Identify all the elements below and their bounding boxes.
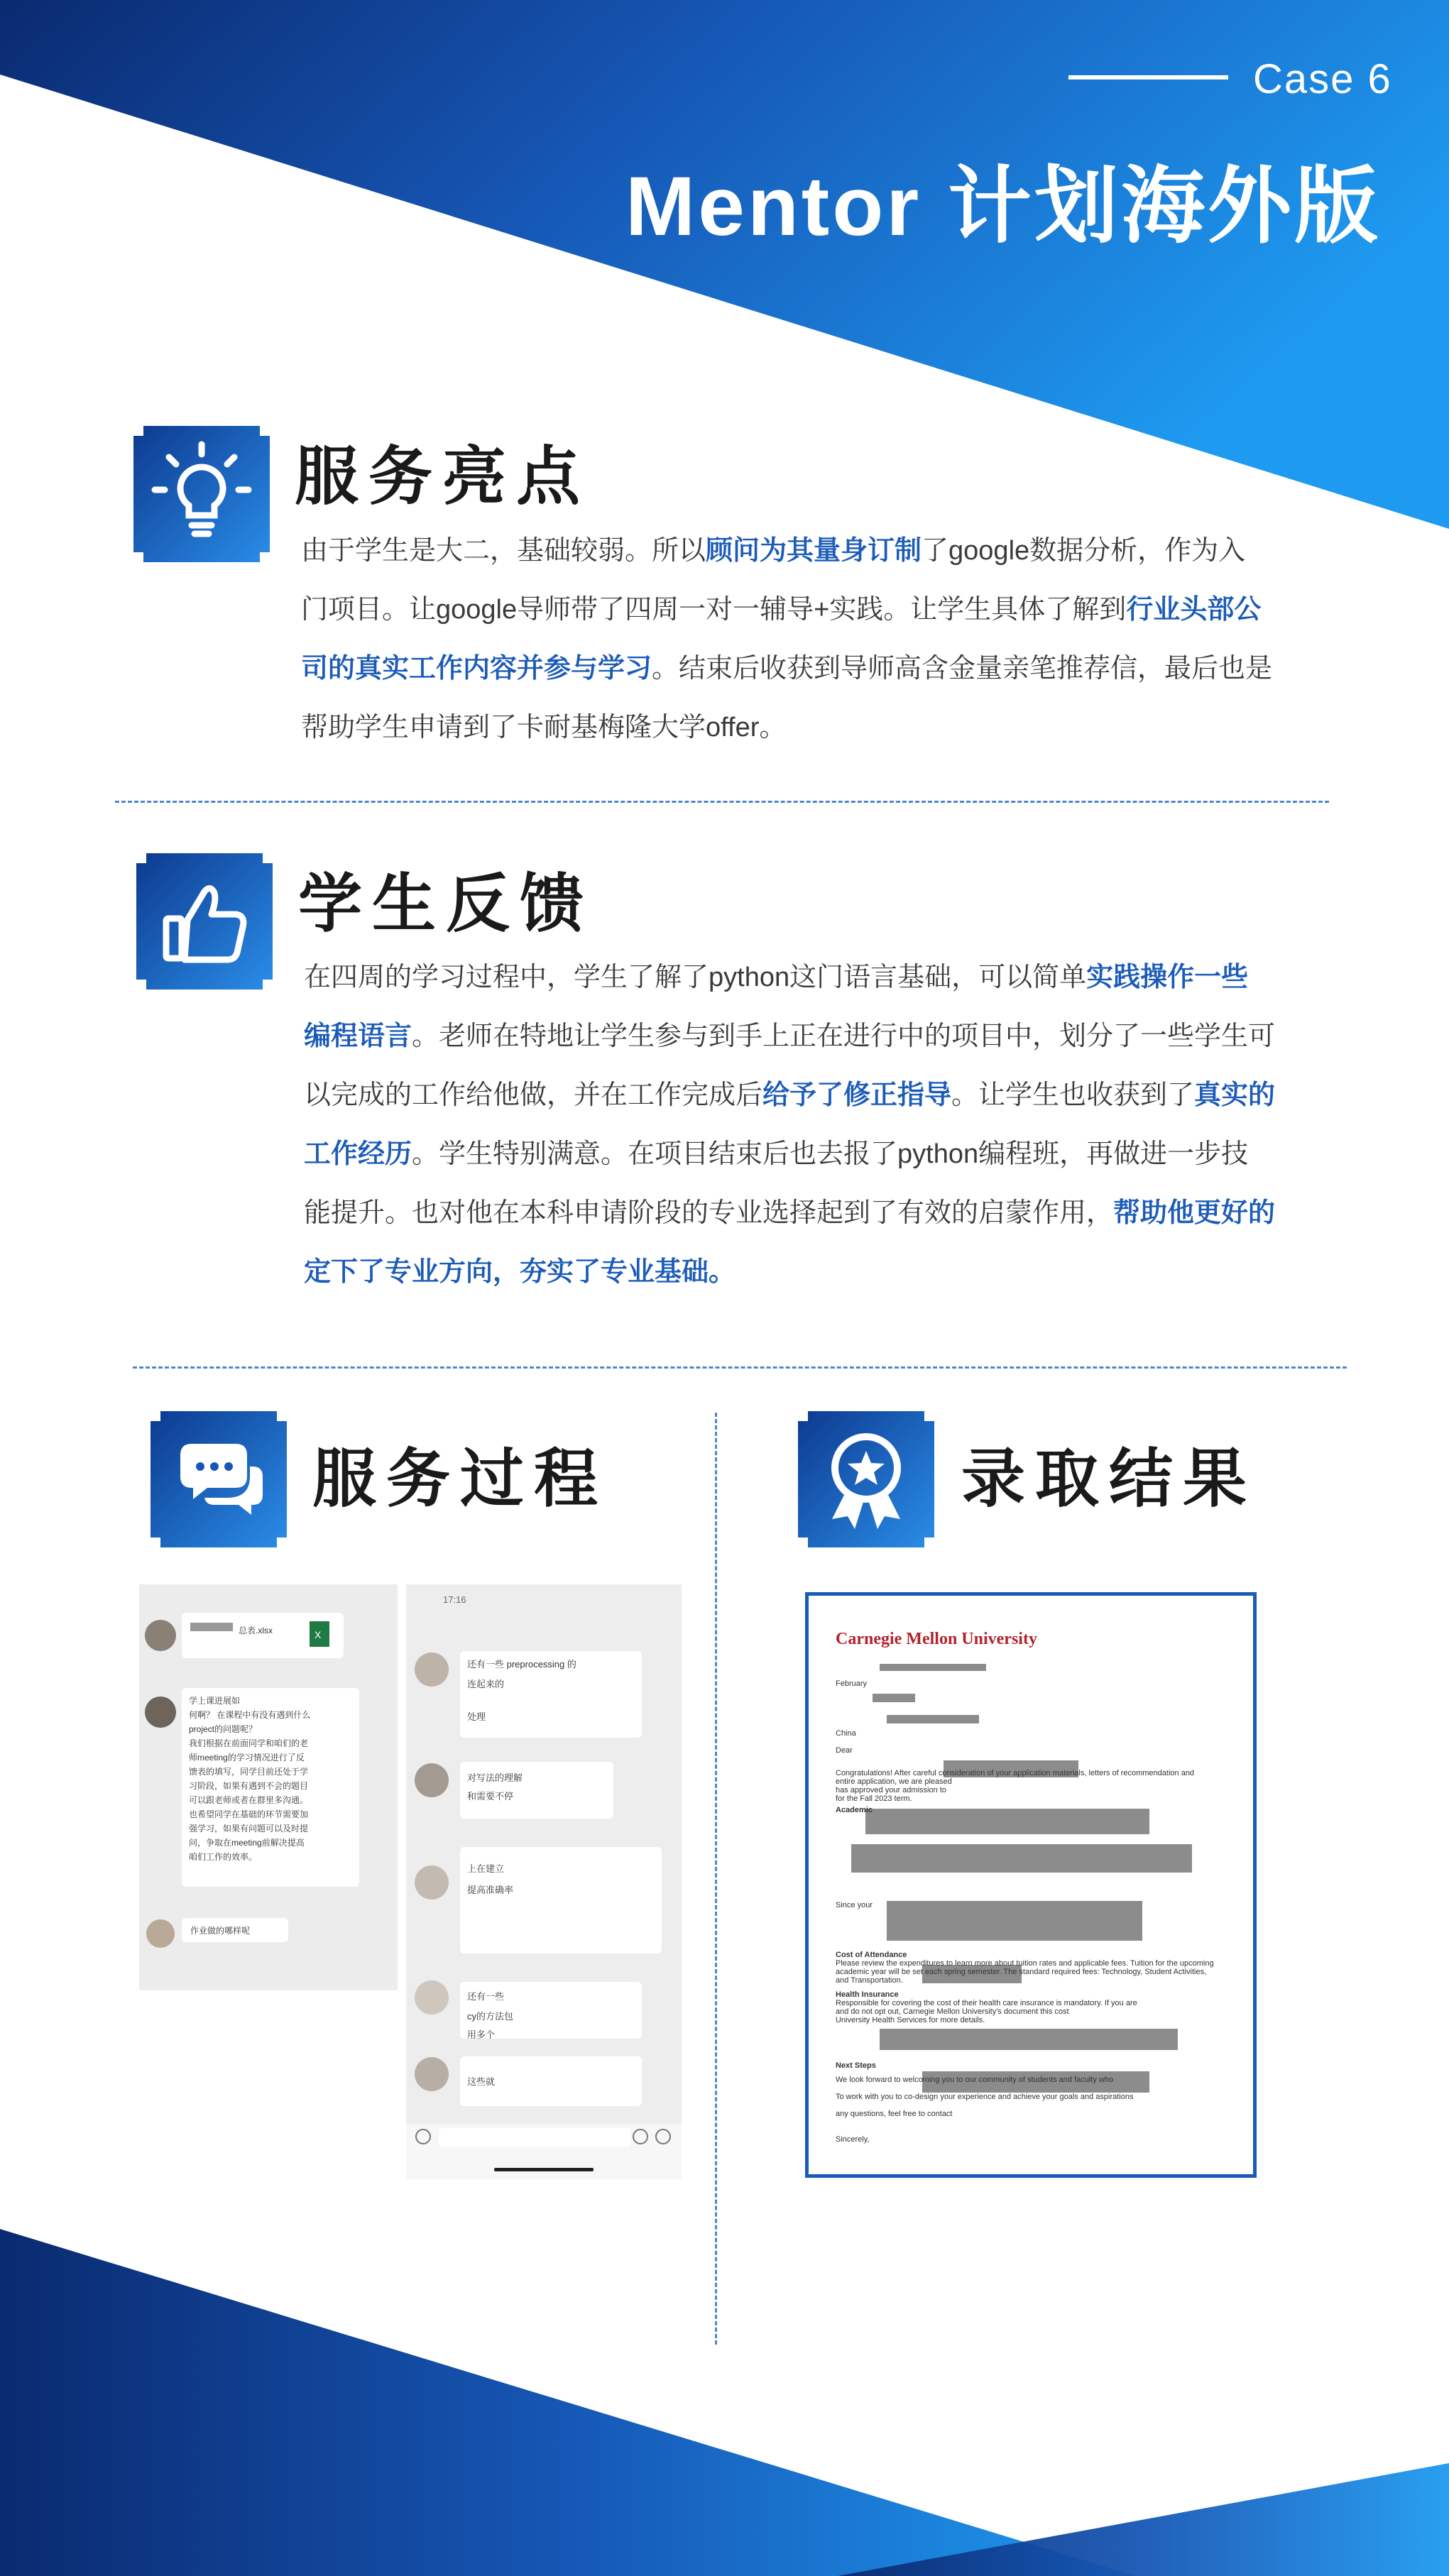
feedback-line [304,948,1326,1007]
feedback-text [304,948,1326,1302]
highlights-text: 门项目。让google导师带了四周一对一辅导+实践。让学生具体了解到 [301,595,1127,625]
thumbs-up-icon [136,853,273,990]
svg-text:X: X [315,1629,322,1640]
letter-line: We look forward to welcoming you to our community of students and faculty who [836,2076,1114,2084]
admission-letter [805,1592,1257,2178]
chat-bubble-text: 处理 [467,1711,486,1722]
chat-message-line: 可以跟老师或者在群里多沟通。 [189,1795,309,1805]
highlights-line [301,698,1323,757]
highlights-text: 帮助学生申请到了卡耐基梅隆大学offer。 [301,713,787,742]
lightbulb-icon [133,426,270,562]
column-divider [715,1413,717,2364]
chat-bubble-text: 还有一些 preprocessing 的 [467,1659,576,1670]
feedback-text: 能提升。也对他在本科申请阶段的专业选择起到了有效的启蒙作用， [304,1198,1114,1228]
highlights-line [301,640,1323,698]
letter-line: Please review the expenditures to learn more about tuition rates and applicable fees. Tuition for the upcoming [836,1959,1214,1968]
award-ribbon-icon [798,1411,934,1547]
result-title: 录取结果 [961,1444,1257,1515]
chat-message-line: project的问题呢？ [189,1724,258,1734]
feedback-line [304,1007,1326,1066]
letter-line: Academic [836,1806,873,1814]
section-divider [133,1366,1347,1369]
feedback-text: 。老师在特地让学生参与到手上正在进行中的项目中，划分了一些学生可 [412,1021,1276,1051]
chat-bubble-text: 和需要不停 [467,1791,514,1802]
feedback-highlight: 真实的 [1194,1080,1276,1110]
letter-line: Next Steps [836,2061,876,2070]
letter-line: China [836,1729,856,1738]
letter-line: To work with you to co-design your experience and achieve your goals and aspirations [836,2093,1134,2101]
feedback-text: 。学生特别满意。在项目结束后也去报了python编程班，再做进一步技 [412,1139,1249,1169]
feedback-highlight: 实践操作一些 [1086,963,1249,992]
feedback-title: 学生反馈 [298,869,594,940]
chat-bubbles-icon [151,1411,287,1547]
page-title: Mentor 计划海外版 [625,160,1381,253]
highlights-line [301,522,1323,581]
letter-line: academic year will be set each spring semester. The standard required fees: Technology, Student Activities, [836,1968,1207,1976]
letter-line: Congratulations! After careful consideration of your application materials, letters of recommendation and [836,1769,1195,1777]
highlights-highlight: 顾问为其量身订制 [706,536,922,566]
feedback-text: 在四周的学习过程中，学生了解了python这门语言基础，可以简单 [304,963,1087,992]
chat-bubble-text: cy的方法包 [467,2011,514,2022]
highlights-text [301,522,1323,757]
chat-message-line: 咱们工作的效率。 [189,1852,258,1862]
chat-message-line: 也希望同学在基础的环节需要加 [189,1809,309,1819]
letter-line: Cost of Attendance [836,1951,907,1959]
section-divider [115,801,1329,803]
case-label: Case 6 [1253,56,1392,102]
letter-line: Responsible for covering the cost of their health care insurance is mandatory. If you are [836,1999,1137,2007]
chat-reply: 作业做的哪样呢 [190,1926,251,1936]
process-title: 服务过程 [312,1444,608,1515]
letter-line: any questions, feel free to contact [836,2110,953,2118]
feedback-line [304,1243,1326,1302]
feedback-line [304,1125,1326,1184]
letter-line: University Health Services for more details. [836,2016,985,2024]
letter-line: Dear [836,1746,853,1755]
chat-message-line: 强学习，如果有问题可以及时提 [189,1824,309,1834]
letter-line: and do not opt out, Carnegie Mellon University's document this cost [836,2007,1069,2016]
letter-line: entire application, we are pleased [836,1777,952,1786]
feedback-line [304,1066,1326,1125]
feedback-highlight: 编程语言 [304,1021,412,1051]
highlights-text: 。结束后收获到导师高含金量亲笔推荐信，最后也是 [652,654,1273,684]
feedback-text: 。让学生也收获到了 [951,1080,1195,1110]
highlights-highlight: 行业头部公 [1126,595,1262,625]
highlights-highlight: 司的真实工作内容并参与学习 [301,654,652,684]
letter-line: Sincerely, [836,2135,870,2144]
chat-bubble-text: 对写法的理解 [467,1772,523,1783]
letter-line: and Transportation. [836,1976,903,1985]
chat-bubble-text: 还有一些 [467,1991,505,2002]
chat-message-body [189,1694,356,1864]
chat-bubble-text: 上在建立 [467,1863,505,1874]
chat-bubble-text: 这些就 [467,2076,496,2087]
chat-message-line: 师meeting的学习情况进行了反 [189,1753,305,1763]
feedback-highlight: 给予了修正指导 [762,1080,952,1110]
chat-bubble-text: 连起来的 [467,1679,505,1689]
letter-line: has approved your admission to [836,1786,946,1794]
chat-message-line: 何啊？ 在课程中有没有遇到什么 [189,1710,311,1720]
highlights-line [301,581,1323,640]
chat-message-line: 馈表的填写，同学目前还处于学 [189,1767,309,1777]
chat-screenshot-right [406,1584,682,2179]
case-label-line [1068,75,1228,80]
chat-bubble-text: 提高准确率 [467,1885,514,1895]
letter-line: Health Insurance [836,1990,899,1999]
chat-message-line: 学上课进展如 [189,1696,241,1706]
footer-background [0,2229,1449,2576]
highlights-text: 了google数据分析，作为入 [922,536,1246,566]
feedback-text: 以完成的工作给他做，并在工作完成后 [304,1080,763,1110]
letter-line: February [836,1679,868,1688]
highlights-title: 服务亮点 [295,442,590,513]
chat-bubble-text: 用多个 [467,2029,496,2040]
chat-time: 17:16 [443,1594,466,1605]
university-logo-text: Carnegie Mellon University [836,1630,1037,1648]
chat-message-line: 习阶段，如果有遇到不会的题目 [189,1781,309,1791]
chat-message-line: 我们根据在前面同学和咱们的老 [189,1738,309,1748]
feedback-line [304,1184,1326,1243]
feedback-highlight: 定下了专业方向，夯实了专业基础。 [304,1257,736,1287]
chat-screenshot-left [139,1584,398,1990]
chat-message-line: 问，争取在meeting前解决提高 [189,1838,305,1848]
highlights-text: 由于学生是大二，基础较弱。所以 [301,536,706,566]
feedback-highlight: 帮助他更好的 [1113,1198,1276,1228]
chat-file-name: 总表.xlsx [239,1626,273,1635]
letter-line: Since your [836,1901,873,1909]
feedback-highlight: 工作经历 [304,1139,412,1169]
letter-line: for the Fall 2023 term. [836,1794,912,1803]
